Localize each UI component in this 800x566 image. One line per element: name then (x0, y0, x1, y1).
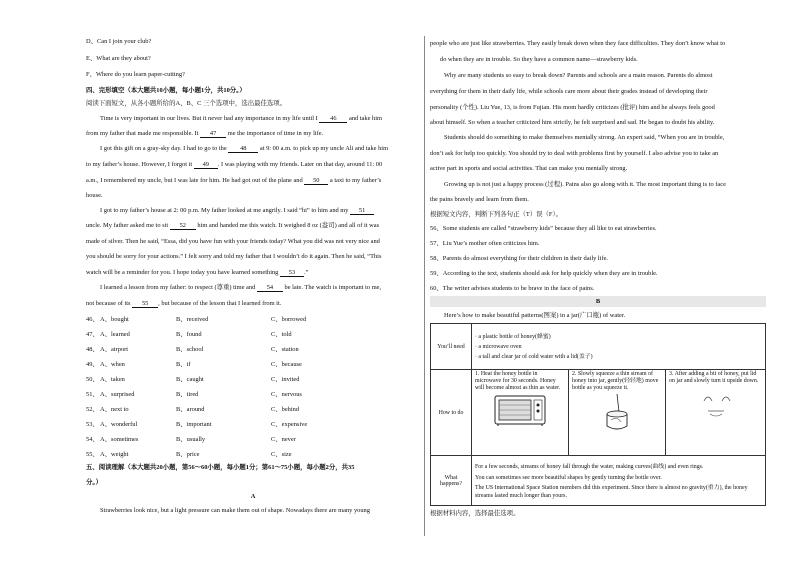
passage-a-line: personality (个性). Liu Yue, 13, is from Fujian. His mom hardly criticizes (批评) him and he always feels good (430, 104, 715, 111)
passage-line: made of silver. Then he said, “Essa, did you have fun with your friends today? What you did was not very nice and (86, 238, 380, 245)
swirl-pattern-icon (696, 389, 736, 419)
passage-a-line: do when they are in trouble. So they have a common name—strawberry kids. (440, 56, 638, 63)
blank-46: 46 (319, 115, 347, 123)
passage-a-line: don’t ask for help too quickly. You should try to deal with problems first by yourself. I also advise you to take an (430, 150, 719, 157)
need-item: · a microwave oven (475, 343, 522, 350)
passage-a-line: about himself. So when a teacher criticized him strictly, he felt surprised and sad. He began to doubt his ability. (430, 119, 715, 126)
blank-55: 55 (132, 300, 158, 308)
step-1-text: 1. Heat the honey bottle in microwave for 30 seconds. Honey will become almost as thin as water. (475, 371, 561, 391)
section-4-title: 四、完形填空（本大题共10小题，每小题1分，共10分。） (86, 87, 246, 94)
question-57: 57、Liu Yue’s mother often criticizes him. (430, 240, 540, 247)
right-column (430, 0, 766, 566)
blank-54: 54 (257, 284, 283, 292)
passage-line: I got to my father’s house at 2: 00 p.m. My father looked at me angrily. I said “hi” to him and my 51 (100, 207, 374, 215)
step-2-text: 2. Slowly squeeze a thin stream of honey into jar, gently(轻轻地) move bottle as you squeeze it. (572, 371, 659, 391)
section-4-instruction: 阅读下面短文，从各小题所给的A、B、C 三个选项中，选出最佳选项。 (86, 100, 287, 107)
step-2-cell (569, 370, 666, 456)
blank-53: 53 (280, 269, 304, 277)
jar-icon (597, 394, 637, 432)
passage-line: I got this gift on a gray-sky day. I had to go to the 48 at 9: 00 a.m. to pick up my uncle Ali and take him (100, 145, 389, 152)
passage-line: I learned a lesson from my father: to respect (尊重) time and 54 be late. The watch is important to me, (100, 284, 382, 291)
happens-item: You can sometimes see more beautiful shapes by gently turning the bottle over. (475, 474, 662, 481)
step-1-cell (472, 370, 569, 456)
step-3-text: 3. After adding a bit of honey, put lid on jar and slowly turn it upside down. (669, 371, 759, 384)
section-b-instruction: 根据材料内容，选择最佳选项。 (430, 510, 520, 517)
question-58: 58、Parents do almost everything for their children in their daily life. (430, 255, 609, 262)
passage-line: watch will be a reminder for you. I hope today you have learned something 53 .” (86, 269, 309, 276)
passage-a-line: active part in sports and social activities. That can make you mentally strong. (430, 165, 628, 172)
needs-list (472, 324, 766, 370)
blank-50: 50 (304, 177, 328, 185)
passage-a-line: everything for them in their daily life, while schools care more about their grades instead of developing their (430, 88, 708, 95)
blank-49: 49 (194, 161, 218, 169)
how-label: How to do (431, 370, 472, 456)
question-56: 56、Some students are called “strawberry kids” because they all like to eat strawberries. (430, 225, 657, 232)
passage-line: Time is very important in our lives. But it never had any importance in my life until I 46 and take him (100, 115, 382, 122)
need-label: You’ll need (431, 324, 472, 370)
microwave-icon (494, 395, 546, 427)
happens-item: The US International Space Station members did this experiment. Since there is almost no gravity(重力), the honey streams lasted much longer than yours. (475, 484, 748, 499)
passage-a-line: Why are many students so easy to break down? Parents and schools are a main reason. Parents do almost (444, 72, 713, 79)
passage-line: from my father that made me responsible. It 47 me the importance of time in my life. (86, 130, 324, 137)
table-row-how (431, 370, 766, 456)
blank-51: 51 (350, 207, 374, 215)
section-b-heading: B (430, 296, 766, 307)
option-d: D、Can I join your club? (86, 38, 152, 45)
passage-a-line: the pains bravely and learn from them. (430, 196, 529, 203)
passage-line: not because of its 55 , but because of the lesson that I learned from it. (86, 300, 282, 307)
passage-line: you should be sorry for your actions.” I felt sorry and told my father that I wouldn’t do it again. Then he said, “This (86, 253, 382, 260)
left-column: D、Can I join your club? E、What are they about? F、Where do you learn paper-cutting? 四、完形填空（本大题共10小题，每小题1分，共10分。） 阅读下面短文，从各小题所给的A、B、C 三个选项中，选出最佳选项。 Time is very important in our lives. But it never had any importance in my life until I 46 and take him from my father that made me responsible. It 47 me the importance of time in my life. I got this gift on a gray-sky day. I had to go to the 48 at 9: 00 a.m. to pick up my uncle Ali and take him to my father’s house. However, I forgot it 49 . I was playing with my friends. Later on that day, around 11: 00 a.m., I remembered my uncle, but I was late for him. He had got out of the plane and 50 a taxi to my father’s house. I got to my father’s house at 2: 00 p.m. My father looked at me angrily. I said “hi” to him and my 51 uncle. My father asked me to sit 52 him and handed me this watch. It weighed 8 oz (盎司) and all of it was made of silver. Then he said, “Essa, did you have fun with your friends today? What you did was not very nice and you should be sorry for your actions.” I felt sorry and told my father that I wouldn’t do it again. Then he said, “This watch will be a reminder for you. I hope today you have learned something 53 .” I learned a lesson from my father: to respect (尊重) time and 54 be late. The watch is important to me, not because of its 55 , but because of the lesson that I learned from it. 46、 A、bought B、received C、borrowed 47、 A、learned B、found C、told 48、 A、airport B、school C、station 49、 A、when B、if C、because 50、 A、taken B、caught C、invited 51、 A、surprised B、tired C、nervous 52、 A、next to B、around C、behind 53、 A、wonderful B、important C、expensive 54、 A、sometimes B、usually C、never 55、 A、weight B、price C、size 五、阅读理解（本大题共20小题，第56～60小题，每小题1分；第61～75小题，每小题2分，共35 分。） A Strawberries look nice, but a light pressure can make them out of shape. Nowadays there are many young (86, 0, 420, 566)
happens-list (472, 456, 766, 506)
table-row-needs (431, 324, 766, 370)
tf-instruction: 根据短文内容，判断下列各句正（T）误（F）。 (430, 211, 563, 218)
passage-a-line: people who are just like strawberries. They easily break down when they face difficulties. They don’t know what to (430, 40, 726, 47)
passage-a-line: Students should do something to make themselves mentally strong. An expert said, “When you are in trouble, (444, 134, 725, 141)
step-3-cell (666, 370, 766, 456)
question-59: 59、According to the text, students should ask for help quickly when they are in trouble. (430, 270, 658, 277)
blank-52: 52 (170, 222, 196, 230)
passage-a-line: Growing up is not just a happy process (过程). Pains also go along with it. The most important thing is to face (444, 181, 726, 188)
passage-line: to my father’s house. However, I forgot it 49 . I was playing with my friends. Later on that day, around 11: 00 (86, 161, 383, 168)
section-a-heading: A (250, 493, 256, 500)
passage-a-line: Strawberries look nice, but a light pressure can make them out of shape. Nowadays there are many young (100, 507, 370, 514)
table-row-happens (431, 456, 766, 506)
section-5-title: 五、阅读理解（本大题共20小题，第56～60小题，每小题1分；第61～75小题，每小题2分，共35 (86, 464, 355, 471)
option-e: E、What are they about? (86, 55, 151, 62)
what-label: What happens? (431, 456, 472, 506)
question-60: 60、The writer advises students to be brave in the face of pains. (430, 285, 595, 292)
passage-line: a.m., I remembered my uncle, but I was late for him. He had got out of the plane and 50 a taxi to my father’s (86, 177, 382, 184)
option-f: F、Where do you learn paper-cutting? (86, 71, 185, 78)
recipe-table (430, 323, 766, 506)
blank-48: 48 (228, 145, 258, 153)
need-item: · a plastic bottle of honey(蜂蜜) (475, 333, 551, 340)
passage-line: uncle. My father asked me to sit 52 him and handed me this watch. It weighed 8 oz (盎司) and all of it was (86, 222, 380, 229)
passage-line: house. (86, 192, 103, 199)
column-divider (424, 36, 425, 536)
blank-47: 47 (200, 130, 226, 138)
section-b-intro: Here’s how to make beautiful patterns(图案) in a jar(广口瓶) of water. (444, 312, 626, 319)
happens-item: For a few seconds, streams of honey fall through the water, making curves(曲线) and even rings. (475, 463, 704, 470)
need-item: · a tall and clear jar of cold water with a lid(盖子) (475, 353, 593, 360)
section-5-title-cont: 分。） (86, 479, 102, 486)
